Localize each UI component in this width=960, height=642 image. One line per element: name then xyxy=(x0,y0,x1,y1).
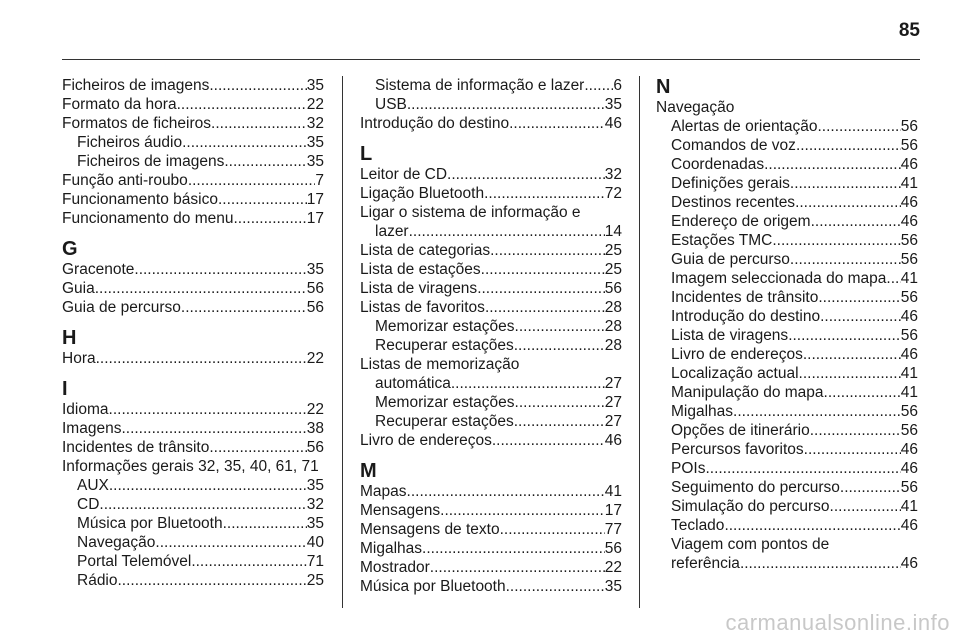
entry-page-number: 32 xyxy=(604,166,622,183)
dot-leader xyxy=(99,495,306,514)
entry-page-number: 56 xyxy=(900,327,918,344)
dot-leader xyxy=(409,222,605,241)
entry-page-number: 71 xyxy=(306,553,324,570)
entry-page-number: 35 xyxy=(306,515,324,532)
entry-page-number: 40 xyxy=(306,534,324,551)
entry-term: Sistema de informação e lazer xyxy=(375,77,585,94)
dot-leader xyxy=(830,497,901,516)
entry-page-number: 56 xyxy=(306,299,324,316)
entry-term: AUX xyxy=(77,477,109,494)
index-subentry xyxy=(360,317,622,336)
dot-leader xyxy=(795,193,901,212)
entry-page-number: 17 xyxy=(306,210,324,227)
watermark: carmanualsonline.info xyxy=(725,610,950,635)
dot-leader xyxy=(515,393,605,412)
entry-page-number: 41 xyxy=(604,483,622,500)
entry-term: Recuperar estações xyxy=(375,413,514,430)
entry-term: referência xyxy=(671,555,740,572)
dot-leader xyxy=(191,552,306,571)
index-subentry xyxy=(656,288,918,307)
entry-page-number: 25 xyxy=(604,261,622,278)
index-subentry xyxy=(62,571,324,590)
entry-term: Migalhas xyxy=(360,540,423,557)
dot-leader xyxy=(490,241,605,260)
dot-leader xyxy=(95,279,307,298)
entry-term: USB xyxy=(375,96,407,113)
index-entry xyxy=(62,76,324,95)
index-entry xyxy=(360,241,622,260)
entry-page-number: 56 xyxy=(306,439,324,456)
entry-page-number: 46 xyxy=(900,441,918,458)
header-rule xyxy=(62,59,920,60)
entry-page-number: 46 xyxy=(900,156,918,173)
index-subentry xyxy=(656,383,918,402)
entry-term: Comandos de voz xyxy=(671,137,796,154)
entry-page-number: 41 xyxy=(900,498,918,515)
entry-term: Migalhas xyxy=(671,403,734,420)
dot-leader xyxy=(451,374,605,393)
entry-term: Idioma xyxy=(62,401,109,418)
page-number: 85 xyxy=(898,20,920,41)
entry-page-number: 41 xyxy=(900,384,918,401)
entry-term: Rádio xyxy=(77,572,118,589)
entry-term: Lista de estações xyxy=(360,261,481,278)
index-subentry xyxy=(656,516,918,535)
entry-page-number: 32 xyxy=(306,496,324,513)
index-subentry xyxy=(656,212,918,231)
entry-term: Seguimento do percurso xyxy=(671,479,840,496)
entry-term: Funcionamento básico xyxy=(62,191,218,208)
entry-page-number: 17 xyxy=(604,502,622,519)
entry-term: Ficheiros áudio xyxy=(77,134,183,151)
entry-page-number: 27 xyxy=(604,413,622,430)
dot-leader xyxy=(407,95,605,114)
entry-term: Livro de endereços xyxy=(360,432,492,449)
entry-page-number: 35 xyxy=(306,134,324,151)
entry-term: Lista de categorias xyxy=(360,242,491,259)
dot-leader xyxy=(134,260,306,279)
entry-page-number: 56 xyxy=(604,280,622,297)
entry-page-number: 56 xyxy=(900,289,918,306)
index-subentry xyxy=(360,336,622,355)
entry-page-number: 25 xyxy=(604,242,622,259)
entry-page-number: 22 xyxy=(306,350,324,367)
dot-leader xyxy=(515,317,605,336)
index-column-1 xyxy=(62,76,324,590)
index-letter-heading: H xyxy=(62,327,77,349)
index-entry xyxy=(62,114,324,133)
index-entry xyxy=(360,539,622,558)
dot-leader xyxy=(233,209,306,228)
index-subentry xyxy=(656,326,918,345)
index-subentry xyxy=(360,95,622,114)
index-entry xyxy=(360,431,622,450)
index-entry xyxy=(360,260,622,279)
index-heading: Ligar o sistema de informação e xyxy=(360,204,581,221)
dot-leader xyxy=(209,438,306,457)
entry-page-number: 35 xyxy=(604,96,622,113)
entry-term: Navegação xyxy=(77,534,156,551)
entry-term: automática xyxy=(375,375,451,392)
entry-page-number: 27 xyxy=(604,394,622,411)
entry-page-number: 35 xyxy=(306,77,324,94)
index-subentry xyxy=(360,76,622,95)
dot-leader xyxy=(422,539,605,558)
entry-term: Lista de viragens xyxy=(671,327,789,344)
entry-term: Hora xyxy=(62,350,96,367)
entry-page-number: 46 xyxy=(900,555,918,572)
dot-leader xyxy=(121,419,306,438)
dot-leader xyxy=(223,514,307,533)
entry-page-number: 28 xyxy=(604,318,622,335)
entry-page-number: 56 xyxy=(900,422,918,439)
dot-leader xyxy=(764,155,901,174)
entry-page-number: 56 xyxy=(604,540,622,557)
entry-term: Incidentes de trânsito xyxy=(62,439,210,456)
index-entry xyxy=(360,577,622,596)
index-subentry xyxy=(656,440,918,459)
entry-page-number: 38 xyxy=(306,420,324,437)
index-entry xyxy=(360,165,622,184)
index-column-2 xyxy=(360,76,622,596)
index-letter-heading: G xyxy=(62,238,78,260)
entry-term: Memorizar estações xyxy=(375,318,515,335)
index-entry xyxy=(62,260,324,279)
entry-term: Imagens xyxy=(62,420,122,437)
entry-term: Destinos recentes xyxy=(671,194,796,211)
index-subentry xyxy=(62,476,324,495)
dot-leader xyxy=(447,165,605,184)
index-heading: Listas de memorização xyxy=(360,356,520,373)
entry-page-number: 22 xyxy=(306,96,324,113)
dot-leader xyxy=(705,459,900,478)
dot-leader xyxy=(109,476,307,495)
index-heading: Informações gerais 32, 35, 40, 61, 71 xyxy=(62,458,319,475)
entry-page-number: 35 xyxy=(306,477,324,494)
entry-term: Localização actual xyxy=(671,365,799,382)
index-entry xyxy=(62,400,324,419)
dot-leader xyxy=(799,364,901,383)
entry-term: Manipulação do mapa xyxy=(671,384,824,401)
dot-leader xyxy=(440,501,605,520)
index-entry xyxy=(62,419,324,438)
index-subentry xyxy=(656,250,918,269)
index-subentry xyxy=(656,478,918,497)
entry-page-number: 35 xyxy=(604,578,622,595)
entry-term: Ficheiros de imagens xyxy=(62,77,210,94)
index-entry xyxy=(360,114,622,133)
index-subentry xyxy=(656,345,918,364)
entry-page-number: 56 xyxy=(900,232,918,249)
entry-term: Música por Bluetooth xyxy=(77,515,223,532)
entry-term: lazer xyxy=(375,223,409,240)
index-entry xyxy=(360,184,622,203)
index-heading: Viagem com pontos de xyxy=(671,536,830,553)
entry-term: Mostrador xyxy=(360,559,430,576)
column-divider xyxy=(342,76,343,608)
index-entry xyxy=(62,190,324,209)
index-subentry xyxy=(62,152,324,171)
dot-leader xyxy=(796,136,901,155)
entry-page-number: 56 xyxy=(900,251,918,268)
entry-term: Simulação do percurso xyxy=(671,498,830,515)
index-entry xyxy=(360,520,622,539)
index-subentry xyxy=(360,412,622,431)
entry-term: Leitor de CD xyxy=(360,166,448,183)
dot-leader xyxy=(109,400,307,419)
dot-leader xyxy=(477,279,605,298)
dot-leader xyxy=(118,571,307,590)
dot-leader xyxy=(181,298,307,317)
dot-leader xyxy=(820,307,901,326)
entry-term: Mensagens de texto xyxy=(360,521,500,538)
index-entry xyxy=(62,349,324,368)
entry-term: Definições gerais xyxy=(671,175,790,192)
index-letter-heading: L xyxy=(360,143,373,165)
entry-term: Ficheiros de imagens xyxy=(77,153,225,170)
dot-leader xyxy=(733,402,901,421)
index-entry xyxy=(360,558,622,577)
entry-page-number: 46 xyxy=(900,346,918,363)
index-subentry xyxy=(656,136,918,155)
index-entry xyxy=(360,279,622,298)
entry-term: Livro de endereços xyxy=(671,346,803,363)
dot-leader xyxy=(218,190,307,209)
index-subentry xyxy=(62,495,324,514)
index-subentry xyxy=(360,374,622,393)
index-subentry xyxy=(360,393,622,412)
index-entry xyxy=(360,482,622,501)
entry-page-number: 56 xyxy=(900,479,918,496)
index-subentry xyxy=(62,514,324,533)
entry-page-number: 41 xyxy=(900,175,918,192)
entry-term: Listas de favoritos xyxy=(360,299,485,316)
dot-leader xyxy=(506,577,605,596)
dot-leader xyxy=(209,76,306,95)
dot-leader xyxy=(824,383,901,402)
index-column-3 xyxy=(656,76,918,573)
entry-page-number: 28 xyxy=(604,299,622,316)
index-entry xyxy=(62,279,324,298)
entry-term: Guia de percurso xyxy=(671,251,790,268)
dot-leader xyxy=(509,114,605,133)
index-entry xyxy=(62,298,324,317)
entry-term: Formato da hora xyxy=(62,96,177,113)
entry-page-number: 72 xyxy=(604,185,622,202)
entry-page-number: 17 xyxy=(306,191,324,208)
dot-leader xyxy=(155,533,306,552)
entry-term: Formatos de ficheiros xyxy=(62,115,212,132)
dot-leader xyxy=(481,260,605,279)
entry-page-number: 32 xyxy=(306,115,324,132)
index-subentry xyxy=(656,421,918,440)
dot-leader xyxy=(492,431,605,450)
index-subentry xyxy=(656,364,918,383)
dot-leader xyxy=(803,345,901,364)
entry-term: Guia de percurso xyxy=(62,299,181,316)
entry-term: Alertas de orientação xyxy=(671,118,818,135)
entry-term: Endereço de origem xyxy=(671,213,811,230)
entry-term: Mapas xyxy=(360,483,407,500)
dot-leader xyxy=(211,114,307,133)
entry-term: Portal Telemóvel xyxy=(77,553,192,570)
entry-term: Coordenadas xyxy=(671,156,765,173)
entry-page-number: 56 xyxy=(306,280,324,297)
dot-leader xyxy=(407,482,605,501)
dot-leader xyxy=(485,298,605,317)
entry-page-number: 46 xyxy=(900,308,918,325)
column-divider xyxy=(639,76,640,608)
entry-page-number: 7 xyxy=(315,172,324,189)
dot-leader xyxy=(790,250,901,269)
entry-page-number: 56 xyxy=(900,118,918,135)
entry-term: POIs xyxy=(671,460,706,477)
index-subentry xyxy=(656,497,918,516)
entry-page-number: 22 xyxy=(604,559,622,576)
dot-leader xyxy=(96,349,307,368)
index-subentry xyxy=(656,155,918,174)
entry-term: Percursos favoritos xyxy=(671,441,804,458)
entry-page-number: 6 xyxy=(613,77,622,94)
entry-term: Imagem seleccionada do mapa xyxy=(671,270,887,287)
index-subentry xyxy=(656,402,918,421)
entry-page-number: 56 xyxy=(900,403,918,420)
dot-leader xyxy=(224,152,306,171)
dot-leader xyxy=(817,117,900,136)
entry-term: Guia xyxy=(62,280,95,297)
entry-term: Recuperar estações xyxy=(375,337,514,354)
dot-leader xyxy=(788,326,901,345)
index-entry xyxy=(62,209,324,228)
entry-term: Gracenote xyxy=(62,261,135,278)
entry-term: Incidentes de trânsito xyxy=(671,289,819,306)
index-letter-heading: I xyxy=(62,378,68,400)
dot-leader xyxy=(886,269,900,288)
index-entry xyxy=(62,95,324,114)
index-subentry xyxy=(656,117,918,136)
index-subentry xyxy=(656,459,918,478)
entry-term: Lista de viragens xyxy=(360,280,478,297)
entry-term: Função anti-roubo xyxy=(62,172,188,189)
index-subentry xyxy=(360,222,622,241)
entry-page-number: 46 xyxy=(604,115,622,132)
index-entry xyxy=(62,171,324,190)
entry-page-number: 77 xyxy=(604,521,622,538)
entry-page-number: 56 xyxy=(900,137,918,154)
dot-leader xyxy=(810,421,901,440)
index-heading: Navegação xyxy=(656,99,735,116)
index-letter-heading: M xyxy=(360,460,377,482)
entry-page-number: 25 xyxy=(306,572,324,589)
dot-leader xyxy=(772,231,900,250)
entry-page-number: 27 xyxy=(604,375,622,392)
index-letter-heading: N xyxy=(656,76,671,98)
entry-page-number: 46 xyxy=(900,194,918,211)
dot-leader xyxy=(840,478,901,497)
dot-leader xyxy=(818,288,900,307)
entry-term: CD xyxy=(77,496,100,513)
dot-leader xyxy=(182,133,307,152)
entry-page-number: 46 xyxy=(900,213,918,230)
entry-term: Ligação Bluetooth xyxy=(360,185,485,202)
entry-term: Funcionamento do menu xyxy=(62,210,234,227)
dot-leader xyxy=(514,336,605,355)
entry-term: Música por Bluetooth xyxy=(360,578,506,595)
dot-leader xyxy=(811,212,901,231)
entry-term: Estações TMC xyxy=(671,232,773,249)
dot-leader xyxy=(188,171,316,190)
dot-leader xyxy=(484,184,605,203)
index-entry xyxy=(62,438,324,457)
entry-term: Teclado xyxy=(671,517,725,534)
dot-leader xyxy=(740,554,901,573)
dot-leader xyxy=(177,95,307,114)
index-subentry xyxy=(62,552,324,571)
dot-leader xyxy=(804,440,901,459)
index-subentry xyxy=(656,554,918,573)
index-entry xyxy=(360,298,622,317)
entry-page-number: 46 xyxy=(900,517,918,534)
entry-page-number: 41 xyxy=(900,365,918,382)
index-subentry xyxy=(62,133,324,152)
entry-term: Opções de itinerário xyxy=(671,422,810,439)
dot-leader xyxy=(790,174,901,193)
index-subentry xyxy=(656,269,918,288)
dot-leader xyxy=(514,412,605,431)
entry-page-number: 35 xyxy=(306,261,324,278)
dot-leader xyxy=(500,520,605,539)
entry-term: Introdução do destino xyxy=(360,115,510,132)
index-subentry xyxy=(656,307,918,326)
index-subentry xyxy=(656,174,918,193)
index-subentry xyxy=(656,193,918,212)
entry-page-number: 41 xyxy=(900,270,918,287)
dot-leader xyxy=(724,516,900,535)
entry-page-number: 22 xyxy=(306,401,324,418)
index-subentry xyxy=(62,533,324,552)
dot-leader xyxy=(430,558,605,577)
entry-term: Mensagens xyxy=(360,502,441,519)
entry-page-number: 28 xyxy=(604,337,622,354)
index-entry xyxy=(360,501,622,520)
entry-term: Memorizar estações xyxy=(375,394,515,411)
index-subentry xyxy=(656,231,918,250)
entry-page-number: 46 xyxy=(900,460,918,477)
entry-page-number: 14 xyxy=(604,223,622,240)
dot-leader xyxy=(584,76,613,95)
entry-page-number: 46 xyxy=(604,432,622,449)
entry-page-number: 35 xyxy=(306,153,324,170)
entry-term: Introdução do destino xyxy=(671,308,821,325)
